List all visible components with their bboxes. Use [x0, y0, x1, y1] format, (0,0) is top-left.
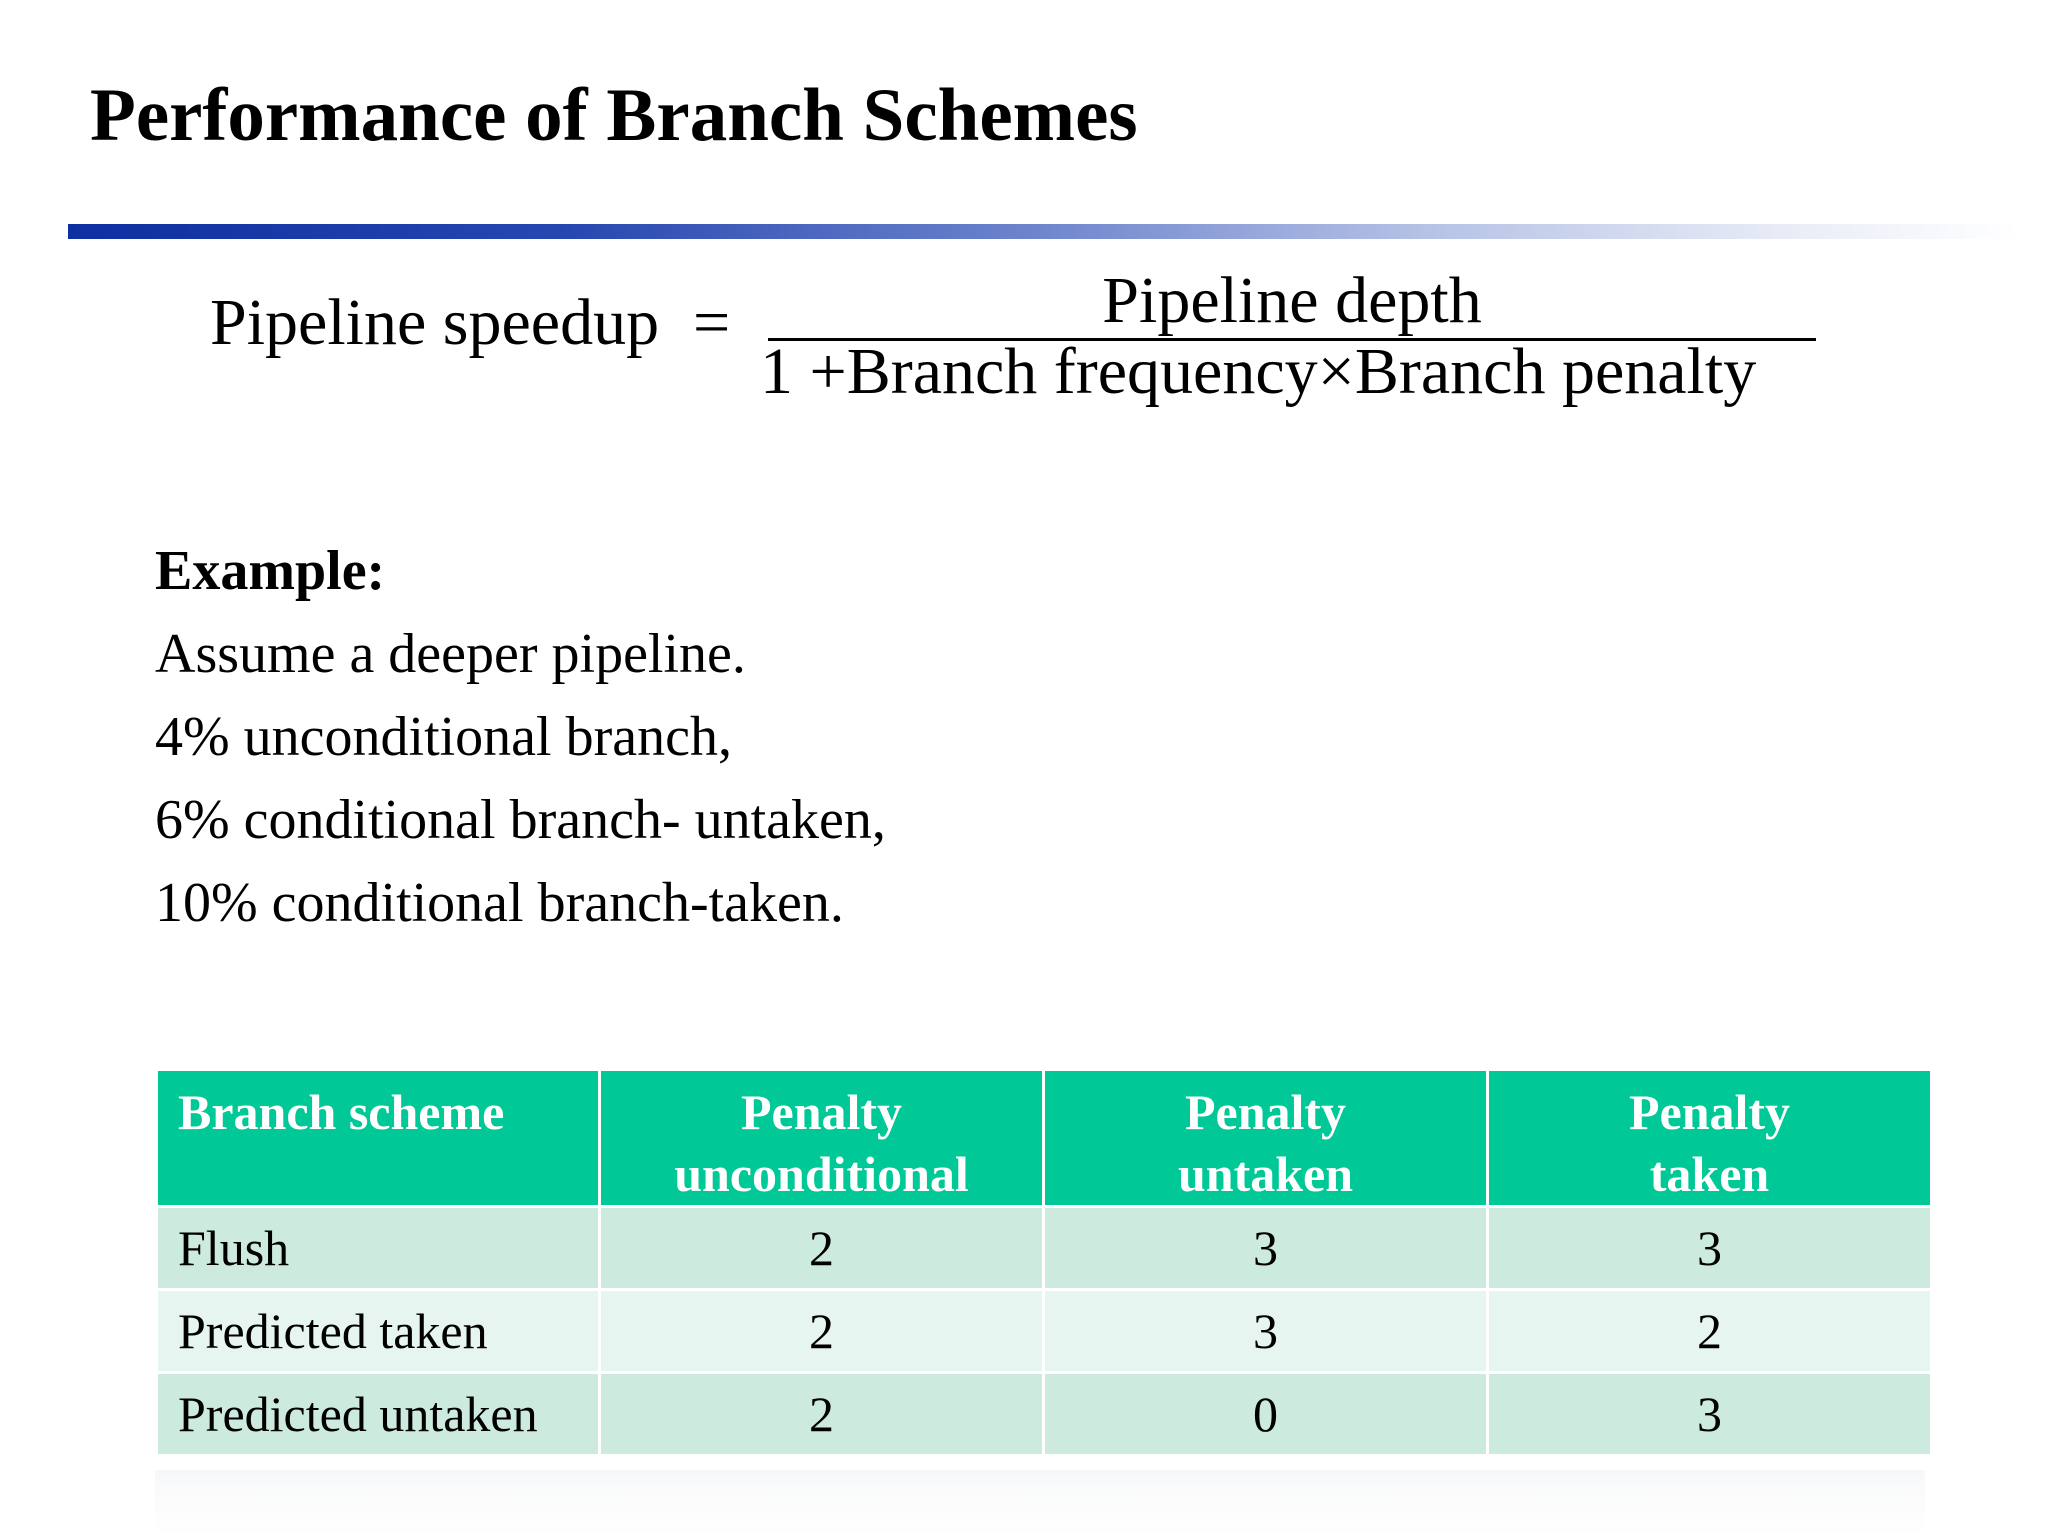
penalty-untaken-cell: 3 — [1044, 1290, 1488, 1373]
example-block — [155, 530, 886, 945]
header-line: Penalty — [1184, 1084, 1347, 1140]
table-row — [157, 1207, 1932, 1290]
scheme-cell: Flush — [157, 1207, 600, 1290]
example-line: Assume a deeper pipeline. — [155, 623, 746, 685]
header-penalty-taken — [1488, 1070, 1932, 1207]
header-line: Penalty — [1628, 1084, 1791, 1140]
formula-denominator: 1 +Branch frequency×Branch penalty — [760, 335, 1757, 408]
header-line: untaken — [1177, 1146, 1354, 1202]
header-penalty-unconditional — [600, 1070, 1044, 1207]
penalty-taken-cell: 3 — [1488, 1207, 1932, 1290]
table-row — [157, 1290, 1932, 1373]
header-line: taken — [1649, 1146, 1770, 1202]
formula-equals-sign: = — [693, 286, 731, 359]
table-header-row — [157, 1070, 1932, 1207]
penalty-unconditional-cell: 2 — [600, 1207, 1044, 1290]
table-row — [157, 1373, 1932, 1456]
penalty-untaken-cell: 3 — [1044, 1207, 1488, 1290]
speedup-formula — [0, 0, 2048, 430]
formula-lhs: Pipeline speedup — [210, 286, 660, 359]
example-line: 10% conditional branch-taken. — [155, 872, 844, 934]
header-line: Branch scheme — [178, 1084, 505, 1140]
penalty-taken-cell: 3 — [1488, 1373, 1932, 1456]
penalty-unconditional-cell: 2 — [600, 1373, 1044, 1456]
example-line: 4% unconditional branch, — [155, 706, 732, 768]
penalty-unconditional-cell: 2 — [600, 1290, 1044, 1373]
header-branch-scheme — [157, 1070, 600, 1207]
example-line: 6% conditional branch- untaken, — [155, 789, 886, 851]
penalty-taken-cell: 2 — [1488, 1290, 1932, 1373]
header-line: unconditional — [674, 1146, 969, 1202]
scheme-cell: Predicted untaken — [157, 1373, 600, 1456]
slide-bottom-shade — [155, 1470, 1925, 1536]
slide-title: Performance of Branch Schemes — [90, 74, 1138, 157]
header-line: Penalty — [740, 1084, 903, 1140]
formula-numerator: Pipeline depth — [1102, 264, 1482, 337]
branch-scheme-table — [155, 1068, 1933, 1457]
scheme-cell: Predicted taken — [157, 1290, 600, 1373]
example-label: Example: — [155, 540, 386, 602]
penalty-untaken-cell: 0 — [1044, 1373, 1488, 1456]
header-penalty-untaken — [1044, 1070, 1488, 1207]
